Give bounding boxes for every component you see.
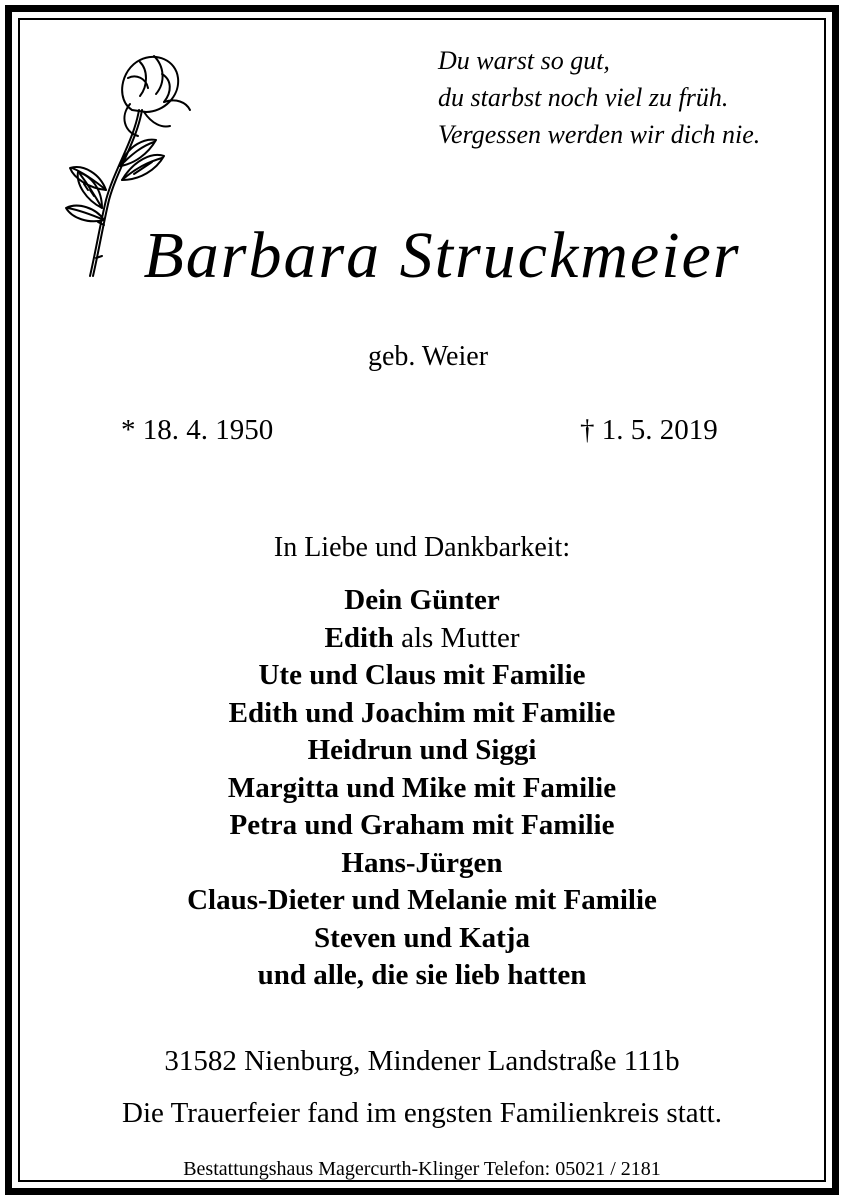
mourner-name: Ute und Claus mit Familie xyxy=(258,659,586,691)
mourner-line xyxy=(0,620,844,658)
maiden-name: geb. Weier xyxy=(367,341,489,372)
mourner-name: und alle, die sie lieb hatten xyxy=(257,959,587,991)
mourner-line xyxy=(0,920,844,958)
poem-line: du starbst noch viel zu früh. xyxy=(438,83,729,112)
mourner-line xyxy=(0,695,844,733)
mourner-name: Margitta und Mike mit Familie xyxy=(227,771,617,804)
mourner-line xyxy=(0,657,844,695)
mourner-line xyxy=(0,845,844,883)
mourner-name: Claus-Dieter und Melanie mit Familie xyxy=(187,884,657,916)
mourner-name: Edith xyxy=(324,621,394,654)
mourner-name: Heidrun und Siggi xyxy=(307,734,537,766)
mourners-list xyxy=(0,582,844,995)
mourner-line xyxy=(0,770,844,808)
birth-date: * 18. 4. 1950 xyxy=(121,414,274,446)
address: 31582 Nienburg, Mindener Landstraße 111b xyxy=(164,1045,680,1077)
mourner-line xyxy=(0,957,844,995)
mourner-name: Petra und Graham mit Familie xyxy=(229,809,615,841)
death-date: † 1. 5. 2019 xyxy=(580,414,718,446)
mourner-line xyxy=(0,882,844,920)
mourner-name: Hans-Jürgen xyxy=(341,846,503,879)
mourner-line xyxy=(0,732,844,770)
mourners-intro: In Liebe und Dankbarkeit: xyxy=(273,532,571,563)
deceased-name: Barbara Struckmeier xyxy=(143,219,741,292)
footer xyxy=(0,1158,844,1181)
mourner-name: Dein Günter xyxy=(344,584,500,616)
mourner-note: als Mutter xyxy=(393,621,520,654)
funeral-home-contact: Bestattungshaus Magercurth-Klinger Telefon: 05021 / 2181 xyxy=(177,1158,667,1180)
mourner-line xyxy=(0,582,844,620)
ceremony-note: Die Trauerfeier fand im engsten Familienkreis statt. xyxy=(122,1097,722,1129)
deceased-name-container xyxy=(0,218,844,294)
poem-line: Vergessen werden wir dich nie. xyxy=(438,120,761,149)
mourner-name: Steven und Katja xyxy=(314,921,530,954)
mourner-name: Edith und Joachim mit Familie xyxy=(228,696,616,729)
mourner-line xyxy=(0,807,844,845)
poem xyxy=(438,42,760,153)
poem-line: Du warst so gut, xyxy=(438,46,610,75)
